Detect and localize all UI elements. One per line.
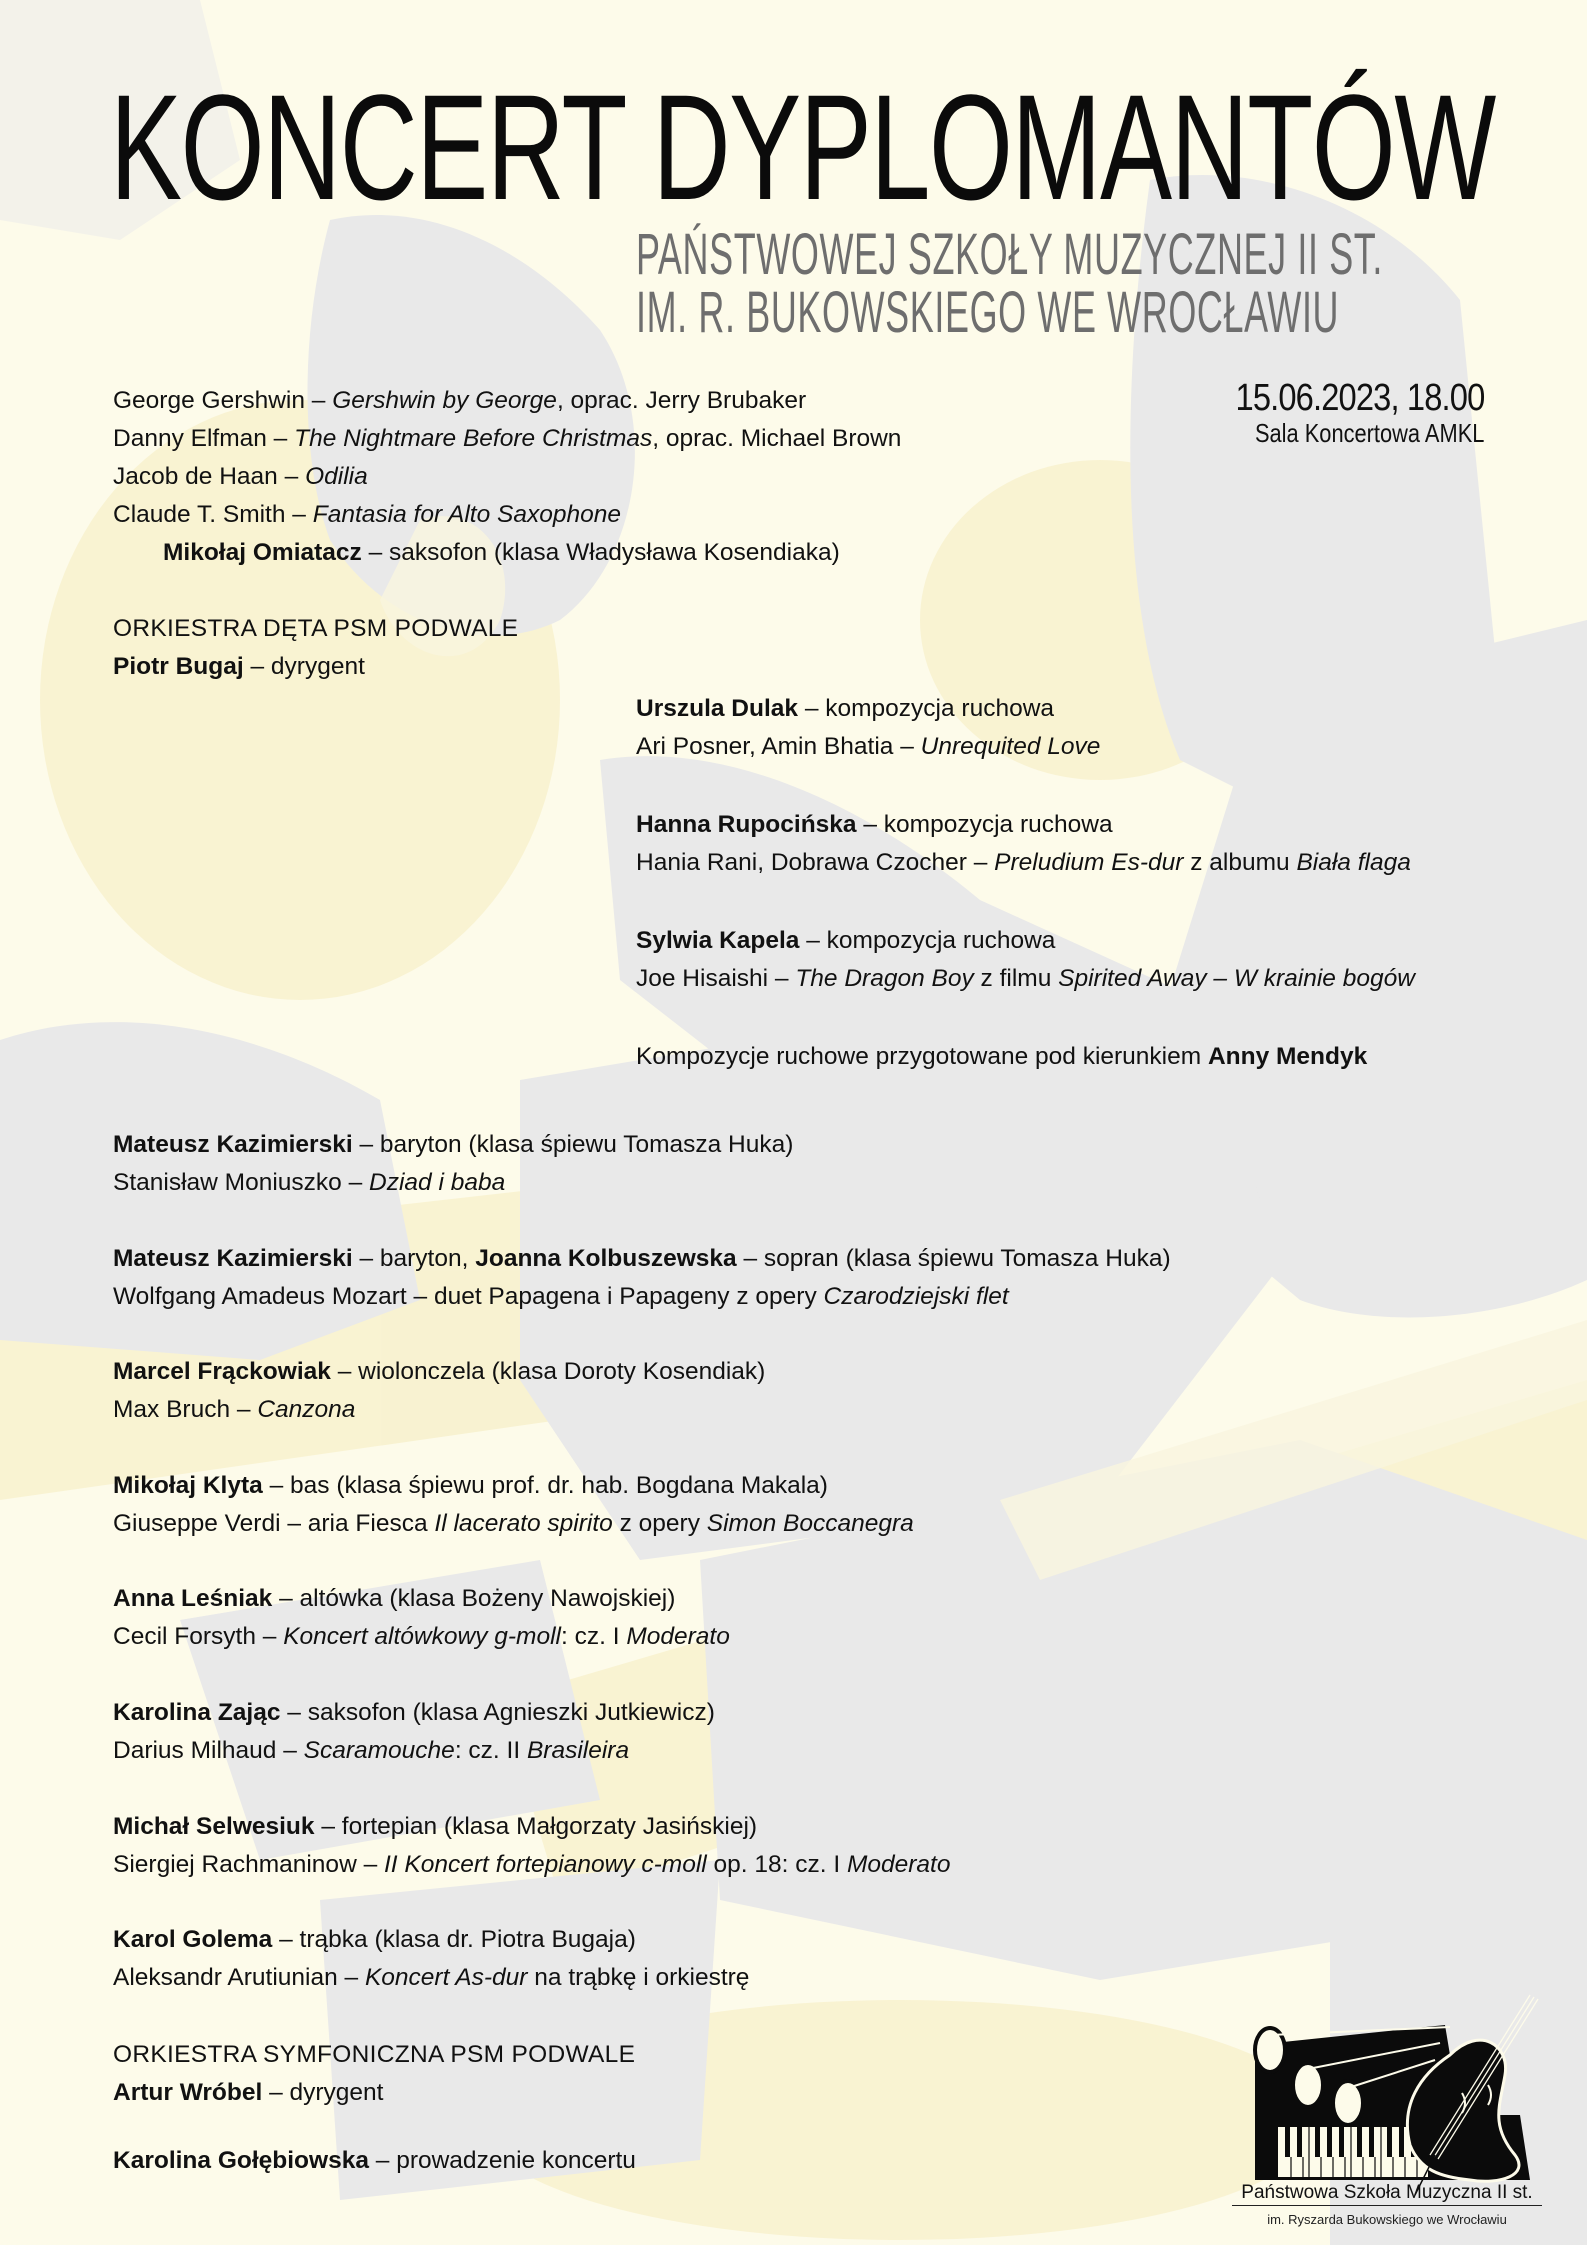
work-line: Jacob de Haan – Odilia: [113, 463, 368, 490]
work-line: Danny Elfman – The Nightmare Before Christmas, oprac. Michael Brown: [113, 425, 902, 452]
orchestra-name: ORKIESTRA DĘTA PSM PODWALE: [113, 615, 519, 642]
performance-item: [113, 1921, 749, 1997]
work-line: Aleksandr Arutiunian – Koncert As-dur na trąbkę i orkiestrę: [113, 1964, 750, 1991]
work-line: Giuseppe Verdi – aria Fiesca Il lacerato spirito z opery Simon Boccanegra: [113, 1510, 914, 1537]
performer-line: Mateusz Kazimierski – baryton, Joanna Kolbuszewska – sopran (klasa śpiewu Tomasza Huka): [113, 1245, 1171, 1272]
wind-orchestra-credit: [113, 610, 518, 686]
performer-line: Anna Leśniak – altówka (klasa Bożeny Nawojskiej): [113, 1585, 676, 1612]
poster-title: KONCERT DYPLOMANTÓW: [110, 63, 1495, 231]
performer-line: Karol Golema – trąbka (klasa dr. Piotra Bugaja): [113, 1926, 636, 1953]
work-line: Siergiej Rachmaninow – II Koncert fortepianowy c-moll op. 18: cz. I Moderato: [113, 1851, 951, 1878]
performer-line: Hanna Rupocińska – kompozycja ruchowa: [636, 811, 1113, 838]
performance-item: [113, 1240, 1171, 1316]
performer-line: Marcel Frąckowiak – wiolonczela (klasa Doroty Kosendiak): [113, 1358, 766, 1385]
performance-item: [113, 1808, 951, 1884]
movement-composition-item: [636, 922, 1415, 998]
work-line: Hania Rani, Dobrawa Czocher – Preludium Es-dur z albumu Biała flaga: [636, 849, 1411, 876]
orchestra-name: ORKIESTRA SYMFONICZNA PSM PODWALE: [113, 2041, 636, 2068]
performance-item: [113, 1694, 715, 1770]
wind-orchestra-program: [113, 382, 901, 572]
soloist-line: Mikołaj Omiatacz – saksofon (klasa Władysława Kosendiaka): [163, 539, 840, 566]
performance-item: [113, 1353, 765, 1429]
work-line: Joe Hisaishi – The Dragon Boy z filmu Spirited Away – W krainie bogów: [636, 965, 1415, 992]
logo-school-subname: im. Ryszarda Bukowskiego we Wrocławiu: [1267, 2212, 1507, 2227]
conductor-line: Artur Wróbel – dyrygent: [113, 2079, 384, 2106]
work-line: Ari Posner, Amin Bhatia – Unrequited Love: [636, 733, 1101, 760]
event-date-time: 15.06.2023, 18.00: [1235, 377, 1484, 419]
work-line: Cecil Forsyth – Koncert altówkowy g-moll: cz. I Moderato: [113, 1623, 730, 1650]
movement-note: Kompozycje ruchowe przygotowane pod kierunkiem Anny Mendyk: [636, 1043, 1368, 1070]
movement-composition-item: [636, 690, 1100, 766]
event-details: [1195, 378, 1484, 448]
work-line: Max Bruch – Canzona: [113, 1396, 356, 1423]
performance-item: [113, 1580, 730, 1656]
performer-line: Karolina Zając – saksofon (klasa Agnieszki Jutkiewicz): [113, 1699, 715, 1726]
logo-school-name: Państwowa Szkoła Muzyczna II st.: [1232, 2182, 1542, 2206]
subtitle-line-1: PAŃSTWOWEJ SZKOŁY MUZYCZNEJ II ST.: [636, 222, 1384, 287]
event-venue: Sala Koncertowa AMKL: [1254, 418, 1484, 448]
work-line: Darius Milhaud – Scaramouche: cz. II Brasileira: [113, 1737, 630, 1764]
host-credit: Karolina Gołębiowska – prowadzenie koncertu: [113, 2147, 636, 2174]
performer-line: Michał Selwesiuk – fortepian (klasa Małgorzaty Jasińskiej): [113, 1813, 758, 1840]
work-line: Claude T. Smith – Fantasia for Alto Saxophone: [113, 501, 621, 528]
school-subtitle: [636, 222, 1384, 345]
work-line: Stanisław Moniuszko – Dziad i baba: [113, 1169, 506, 1196]
performance-item: [113, 1126, 793, 1202]
movement-composition-item: [636, 806, 1411, 882]
performer-line: Sylwia Kapela – kompozycja ruchowa: [636, 927, 1056, 954]
work-line: George Gershwin – Gershwin by George, oprac. Jerry Brubaker: [113, 387, 807, 414]
performer-line: Mateusz Kazimierski – baryton (klasa śpiewu Tomasza Huka): [113, 1131, 794, 1158]
work-line: Wolfgang Amadeus Mozart – duet Papagena i Papageny z opery Czarodziejski flet: [113, 1283, 1009, 1310]
subtitle-line-2: IM. R. BUKOWSKIEGO WE WROCŁAWIU: [636, 280, 1340, 345]
conductor-line: Piotr Bugaj – dyrygent: [113, 653, 365, 680]
symphony-orchestra-credit: [113, 2036, 635, 2112]
performer-line: Mikołaj Klyta – bas (klasa śpiewu prof. dr. hab. Bogdana Makala): [113, 1472, 828, 1499]
performance-item: [113, 1467, 914, 1543]
performer-line: Urszula Dulak – kompozycja ruchowa: [636, 695, 1055, 722]
